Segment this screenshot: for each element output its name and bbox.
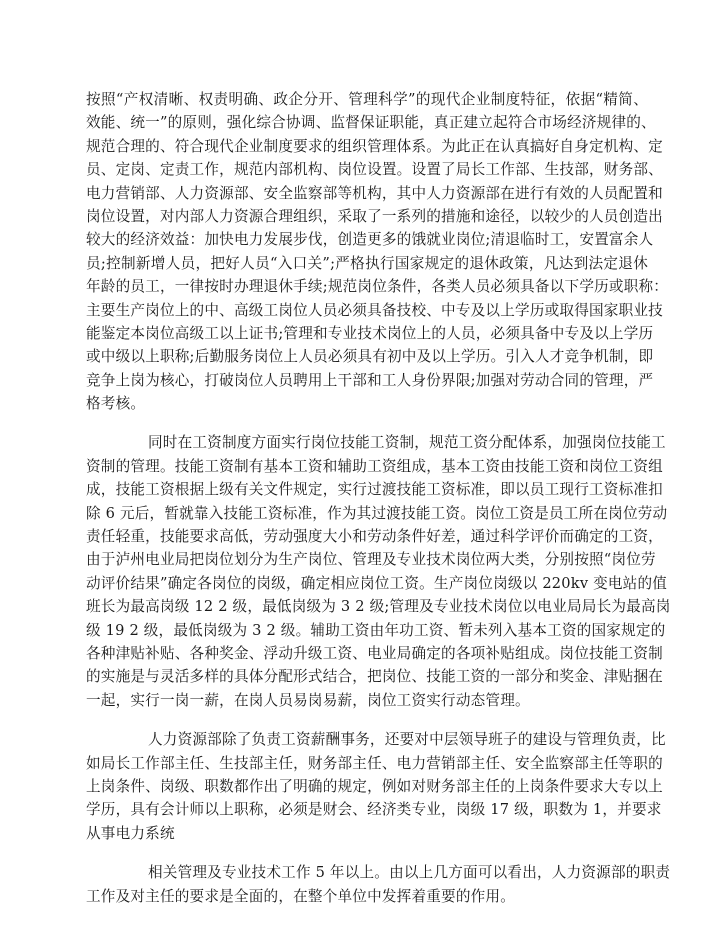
text-line: 年龄的员工，一律按时办理退休手续;规范岗位条件，各类人员必须具备以下学历或职称： <box>86 278 669 296</box>
text-line: 人力资源部除了负责工资薪酬事务，还要对中层领导班子的建设与管理负责，比 <box>148 731 666 749</box>
text-line: 如局长工作部主任、生技部主任，财务部主任、电力营销部主任、安全监察部主任等职的 <box>86 754 663 772</box>
document-page <box>86 88 671 924</box>
text-line: 学历，具有会计师以上职称，必须是财会、经济类专业，岗级 17 级，职数为 1，并要求 <box>86 801 662 819</box>
text-line: 主要生产岗位上的中、高级工岗位人员必须具备技校、中专及以上学历或取得国家职业技 <box>86 301 663 319</box>
text-line: 责任轻重，技能要求高低，劳动强度大小和劳动条件好差，通过科学评价而确定的工资， <box>86 528 663 546</box>
paragraph <box>86 88 669 415</box>
text-line: 员、定岗、定责工作，规范内部机构、岗位设置。设置了局长工作部、生技部，财务部、 <box>86 161 663 179</box>
text-line: 规范合理的、符合现代企业制度要求的组织管理体系。为此正在认真搞好自身定机构、定 <box>86 137 663 155</box>
text-line: 的实施是与灵活多样的具体分配形式结合，把岗位、技能工资的一部分和奖金、津贴捆在 <box>86 668 663 686</box>
text-line: 动评价结果”确定各岗位的岗级，确定相应岗位工资。生产岗位岗级以 220kv 变电站的值 <box>86 574 668 592</box>
paragraph <box>86 728 666 845</box>
text-line: 从事电力系统 <box>86 824 175 842</box>
paragraph <box>86 861 671 908</box>
text-line: 由于泸州电业局把岗位划分为生产岗位、管理及专业技术岗位两大类，分别按照“岗位劳 <box>86 551 656 569</box>
text-line: 较大的经济效益：加快电力发展步伐，创造更多的饿就业岗位;清退临时工，安置富余人 <box>86 231 654 249</box>
text-line: 级 19 2 级，最低岗级为 3 2 级。辅助工资由年功工资、暂未列入基本工资的国家规定的 <box>86 621 666 639</box>
text-line: 岗位设置，对内部人力资源合理组织，采取了一系列的措施和途径，以较少的人员创造出 <box>86 207 663 225</box>
text-line: 格考核。 <box>86 395 146 413</box>
text-line: 相关管理及专业技术工作 5 年以上。由以上几方面可以看出，人力资源部的职责 <box>148 864 671 882</box>
text-line: 电力营销部、人力资源部、安全监察部等机构，其中人力资源部在进行有效的人员配置和 <box>86 184 663 202</box>
text-line: 班长为最高岗级 12 2 级，最低岗级为 3 2 级;管理及专业技术岗位以电业局局长为最高岗 <box>86 598 671 616</box>
paragraph <box>86 431 671 712</box>
text-line: 资制的管理。技能工资制有基本工资和辅助工资组成，基本工资由技能工资和岗位工资组 <box>86 457 663 475</box>
text-line: 一起，实行一岗一薪，在岗人员易岗易薪，岗位工资实行动态管理。 <box>86 691 530 709</box>
text-line: 各种津贴补贴、各种奖金、浮动升级工资、电业局确定的各项补贴组成。岗位技能工资制 <box>86 644 663 662</box>
text-line: 员;控制新增人员，把好人员“入口关”;严格执行国家规定的退休政策，凡达到法定退休 <box>86 254 648 272</box>
text-line: 成，技能工资根据上级有关文件规定，实行过渡技能工资标准，即以员工现行工资标准扣 <box>86 481 663 499</box>
text-line: 工作及对主任的要求是全面的，在整个单位中发挥着重要的作用。 <box>86 887 516 905</box>
text-line: 同时在工资制度方面实行岗位技能工资制，规范工资分配体系，加强岗位技能工 <box>148 434 666 452</box>
text-line: 或中级以上职称;后勤服务岗位上人员必须具有初中及以上学历。引入人才竞争机制，即 <box>86 348 654 366</box>
text-line: 效能、统一”的原则，强化综合协调、监督保证职能，真正建立起符合市场经济规律的、 <box>86 114 656 132</box>
text-line: 能鉴定本岗位高级工以上证书;管理和专业技术岗位上的人员，必须具备中专及以上学历 <box>86 324 654 342</box>
text-line: 竞争上岗为核心，打破岗位人员聘用上干部和工人身份界限;加强对劳动合同的管理，严 <box>86 371 654 389</box>
text-line: 按照“产权清晰、权责明确、政企分开、管理科学”的现代企业制度特征，依据“精简、 <box>86 91 648 108</box>
text-line: 除 6 元后，暂就靠入技能工资标准，作为其过渡技能工资。岗位工资是员工所在岗位劳动 <box>86 504 668 522</box>
text-line: 上岗条件、岗级、职数都作出了明确的规定，例如对财务部主任的上岗条件要求大专以上 <box>86 777 663 795</box>
